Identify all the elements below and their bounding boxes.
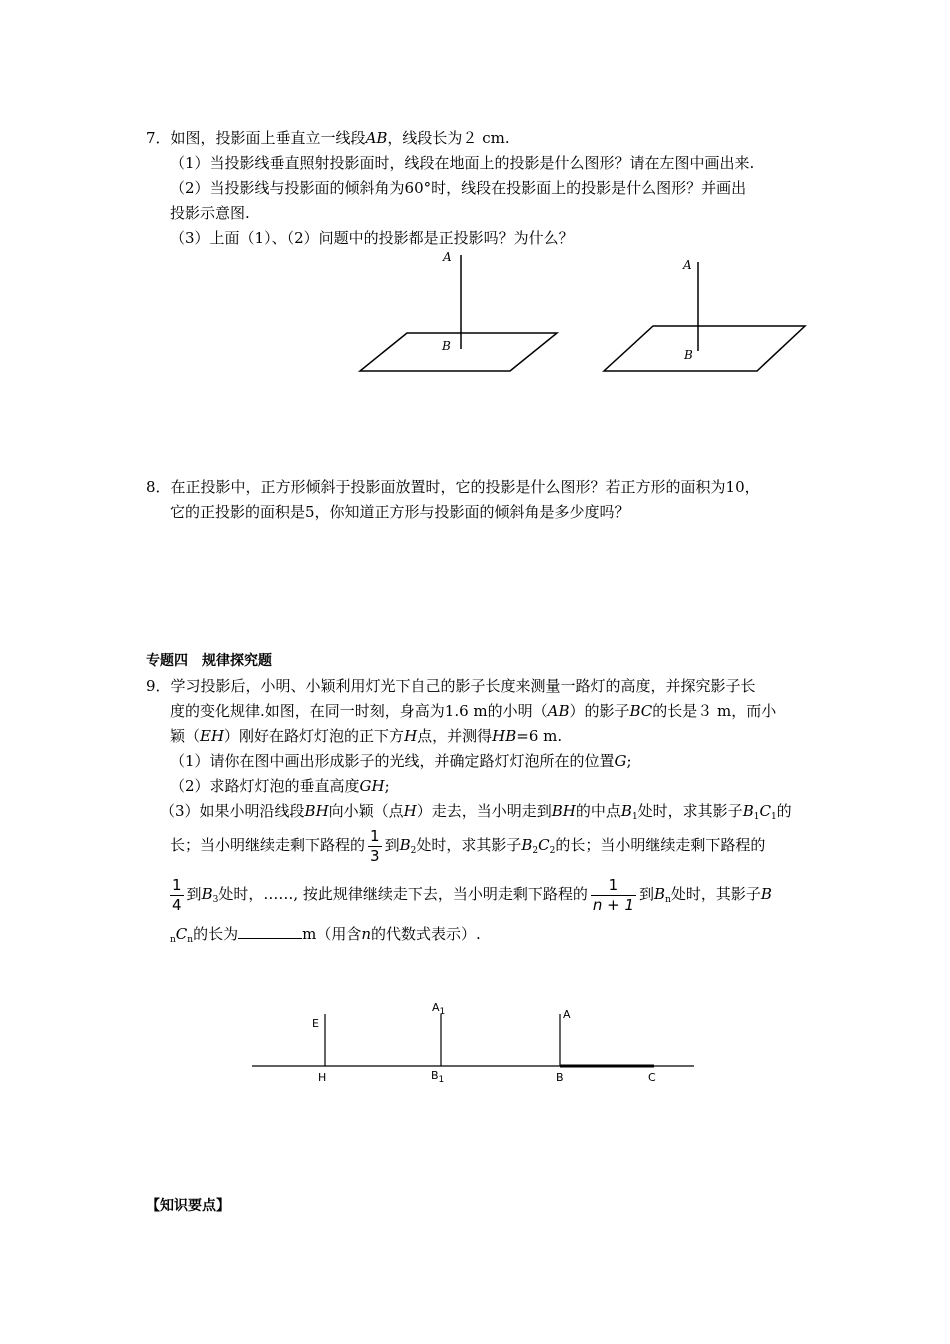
q8-line2: 它的正投影的面积是5，你知道正方形与投影面的倾斜角是多少度吗？ [170, 503, 630, 521]
q7-stem: 7．如图，投影面上垂直立一线段AB，线段长为２ cm. [146, 129, 510, 147]
q9-part2: （2）求路灯灯泡的垂直高度GH; [170, 777, 390, 795]
left-label-b: B [442, 339, 451, 353]
right-label-b: B [684, 348, 693, 362]
fig-label-a1: $A_1$ [432, 1001, 446, 1017]
fraction-one-over-n-plus-1: $\frac{1}{n + 1}$ [592, 875, 635, 914]
q9-line2: 度的变化规律.如图，在同一时刻，身高为1.6 m的小明（AB）的影子BC的长是３ m，而小 [170, 702, 777, 720]
topic4-heading: 专题四 规律探究题 [146, 653, 272, 669]
q7-part1: （1）当投影线垂直照射投影面时，线段在地面上的投影是什么图形？请在左图中画出来. [170, 154, 755, 172]
q7-part3: （3）上面（1）、（2）问题中的投影都是正投影吗？为什么？ [170, 229, 574, 247]
q9-part3-line3: $\frac{1}{4}$ 到$B_3$处时，……, 按此规律继续走下去，当小明走剩下路程的 $\frac{1}{n + 1}$ 到$B_n$处时，其影子B [172, 875, 772, 914]
fig-label-e: E [312, 1017, 319, 1030]
fraction-one-quarter: $\frac{1}{4}$ [172, 875, 182, 914]
q7-part2-line2: 投影示意图. [170, 204, 250, 222]
fig-label-c: C [648, 1071, 656, 1084]
right-label-a: A [683, 258, 692, 272]
q9-line3: 颖（EH）刚好在路灯灯泡的正下方H点，并测得HB=6 m. [170, 727, 563, 745]
knowledge-points-heading: 【知识要点】 [146, 1198, 230, 1214]
q9-part3-line4: $_nC_n$的长为 m（用含n的代数式表示）. [170, 925, 481, 945]
q8-line1: 8．在正投影中，正方形倾斜于投影面放置时，它的投影是什么图形？若正方形的面积为10， [146, 478, 760, 496]
q9-part3-line1: （3）如果小明沿线段BH向小颖（点H）走去，当小明走到BH的中点$B_1$处时，求其影子$B_1C_1$的 [160, 802, 792, 822]
fig-label-b1: $B_1$ [431, 1069, 445, 1085]
q9-part1: （1）请你在图中画出形成影子的光线，并确定路灯灯泡所在的位置G; [170, 752, 632, 770]
fig-label-b: B [556, 1071, 564, 1084]
q9-part3-line2: 长；当小明继续走剩下路程的 $\frac{1}{3}$ 到$B_2$处时，求其影子$B_2C_2$的长；当小明继续走剩下路程的 [170, 826, 766, 865]
q9-line1: 9．学习投影后，小明、小颖利用灯光下自己的影子长度来测量一路灯的高度，并探究影子长 [146, 677, 756, 695]
q7-part2-line1: （2）当投影线与投影面的倾斜角为60°时，线段在投影面上的投影是什么图形？并画出 [170, 179, 747, 197]
fig-label-a: A [563, 1008, 571, 1021]
fig-label-h: H [318, 1071, 327, 1084]
fraction-one-third: $\frac{1}{3}$ [370, 826, 380, 865]
left-label-a: A [443, 250, 452, 264]
